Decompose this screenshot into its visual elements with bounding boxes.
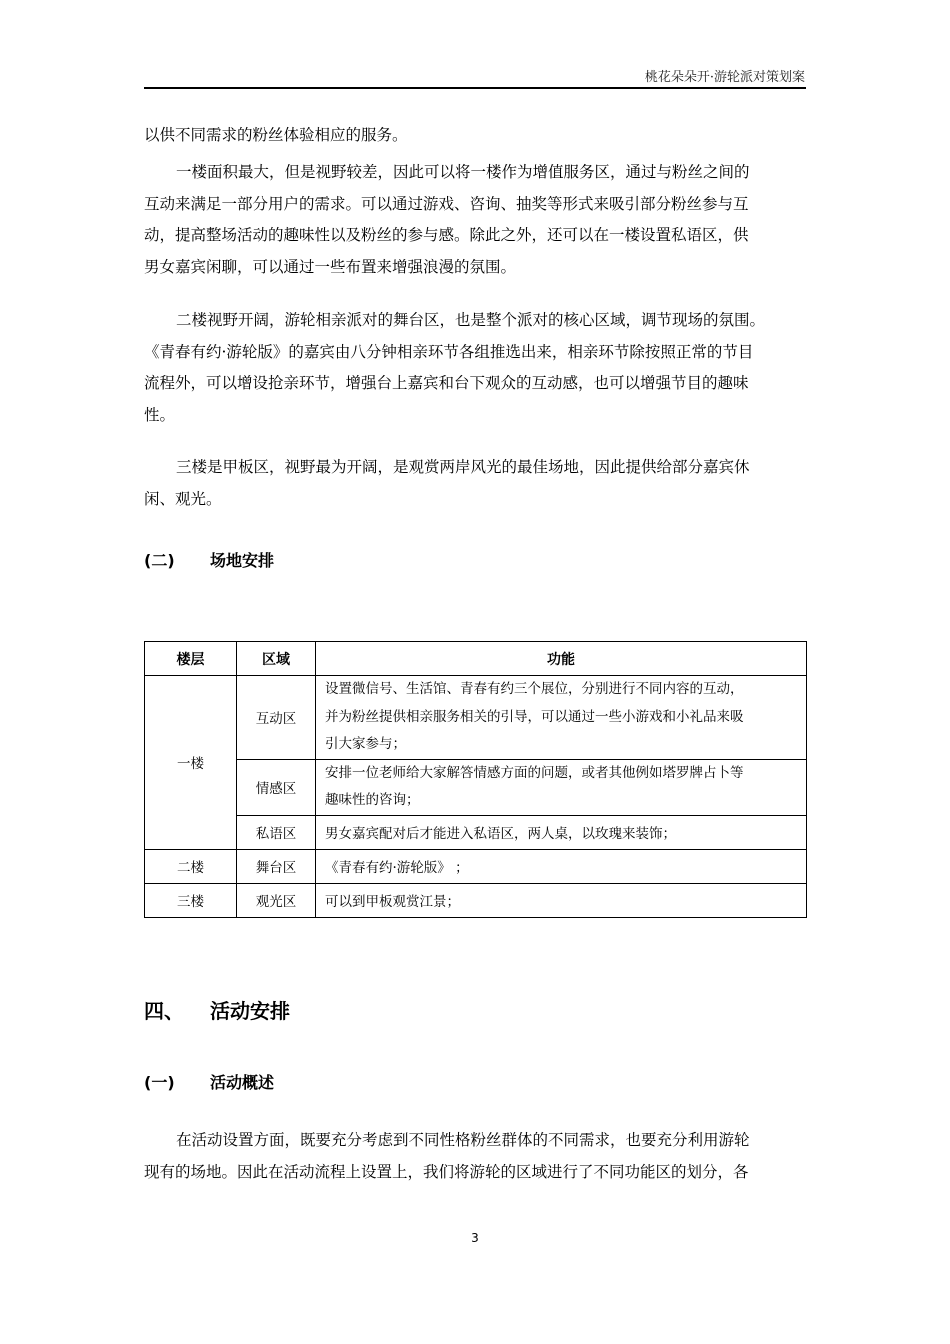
table-row (145, 849, 807, 883)
area-cell: 互动区 (237, 676, 316, 760)
cell-line: 设置微信号、生活馆、青春有约三个展位，分别进行不同内容的互动， (325, 681, 744, 697)
function-cell: 《青春有约·游轮版》 ； (316, 849, 807, 883)
column-header-area: 区域 (237, 642, 316, 676)
function-cell: 男女嘉宾配对后才能进入私语区，两人桌，以玫瑰来装饰； (316, 815, 807, 849)
column-header-floor: 楼层 (145, 642, 237, 676)
paragraph-first-floor (144, 157, 808, 283)
function-cell (316, 759, 807, 815)
table-row (145, 883, 807, 917)
section-heading-venue (144, 548, 274, 571)
paragraph-second-floor (144, 305, 808, 431)
text-line: 现有的场地。因此在活动流程上设置上，我们将游轮的区域进行了不同功能区的划分，各 (144, 1162, 749, 1181)
paragraph-third-floor (144, 452, 808, 515)
text-line: 一楼面积最大，但是视野较差，因此可以将一楼作为增值服务区，通过与粉丝之间的 (176, 163, 750, 181)
text-line: 三楼是甲板区，视野最为开阔，是观赏两岸风光的最佳场地，因此提供给部分嘉宾休 (176, 458, 750, 476)
cell-line: 引大家参与； (325, 736, 406, 752)
table-row (145, 759, 807, 815)
venue-table (144, 641, 807, 918)
area-cell: 情感区 (237, 759, 316, 815)
table-row (145, 676, 807, 760)
heading-text: 活动概述 (210, 1073, 275, 1092)
heading-text: 场地安排 (210, 551, 275, 570)
text-line: 流程外，可以增设抢亲环节，增强台上嘉宾和台下观众的互动感，也可以增强节目的趣味 (144, 374, 749, 392)
paragraph-continuation (144, 120, 808, 152)
running-header-title: 桃花朵朵开·游轮派对策划案 (644, 70, 805, 85)
area-cell: 舞台区 (237, 849, 316, 883)
text-line: 男女嘉宾闲聊，可以通过一些布置来增强浪漫的氛围。 (144, 257, 517, 276)
cell-line: 并为粉丝提供相亲服务相关的引导，可以通过一些小游戏和小礼品来吸 (325, 708, 744, 725)
section-heading-overview (144, 1070, 274, 1093)
text-line: 以供不同需求的粉丝体验相应的服务。 (144, 126, 408, 144)
heading-number: (二) (144, 551, 175, 570)
column-header-function: 功能 (316, 642, 807, 676)
text-line: 动，提高整场活动的趣味性以及粉丝的参与感。除此之外，还可以在一楼设置私语区，供 (144, 226, 749, 244)
header-rule (144, 87, 806, 89)
heading-text: 活动安排 (210, 999, 290, 1023)
function-cell: 可以到甲板观赏江景； (316, 883, 807, 917)
table-row (145, 815, 807, 849)
heading-number: (一) (144, 1073, 175, 1092)
floor-cell: 二楼 (145, 849, 237, 883)
text-line: 互动来满足一部分用户的需求。可以通过游戏、咨询、抽奖等形式来吸引部分粉丝参与互 (144, 194, 749, 213)
text-line: 《青春有约·游轮版》的嘉宾由八分钟相亲环节各组推选出来，相亲环节除按照正常的节目 (144, 342, 754, 361)
cell-line: 安排一位老师给大家解答情感方面的问题，或者其他例如塔罗牌占卜等 (325, 764, 744, 781)
function-cell (316, 676, 807, 760)
cell-line: 趣味性的咨询； (325, 792, 420, 808)
area-cell: 私语区 (237, 815, 316, 849)
text-line: 闲、观光。 (144, 489, 222, 508)
text-line: 二楼视野开阔，游轮相亲派对的舞台区，也是整个派对的核心区域，调节现场的氛围。 (176, 311, 766, 329)
table-header-row (145, 642, 807, 676)
page-number: 3 (471, 1231, 479, 1245)
floor-cell: 三楼 (145, 883, 237, 917)
area-cell: 观光区 (237, 883, 316, 917)
floor-cell: 一楼 (145, 676, 237, 850)
heading-number: 四、 (144, 999, 184, 1023)
chapter-heading-activity (144, 995, 290, 1024)
text-line: 性。 (144, 405, 176, 424)
text-line: 在活动设置方面，既要充分考虑到不同性格粉丝群体的不同需求，也要充分利用游轮 (176, 1131, 750, 1149)
paragraph-activity-overview (144, 1125, 808, 1188)
